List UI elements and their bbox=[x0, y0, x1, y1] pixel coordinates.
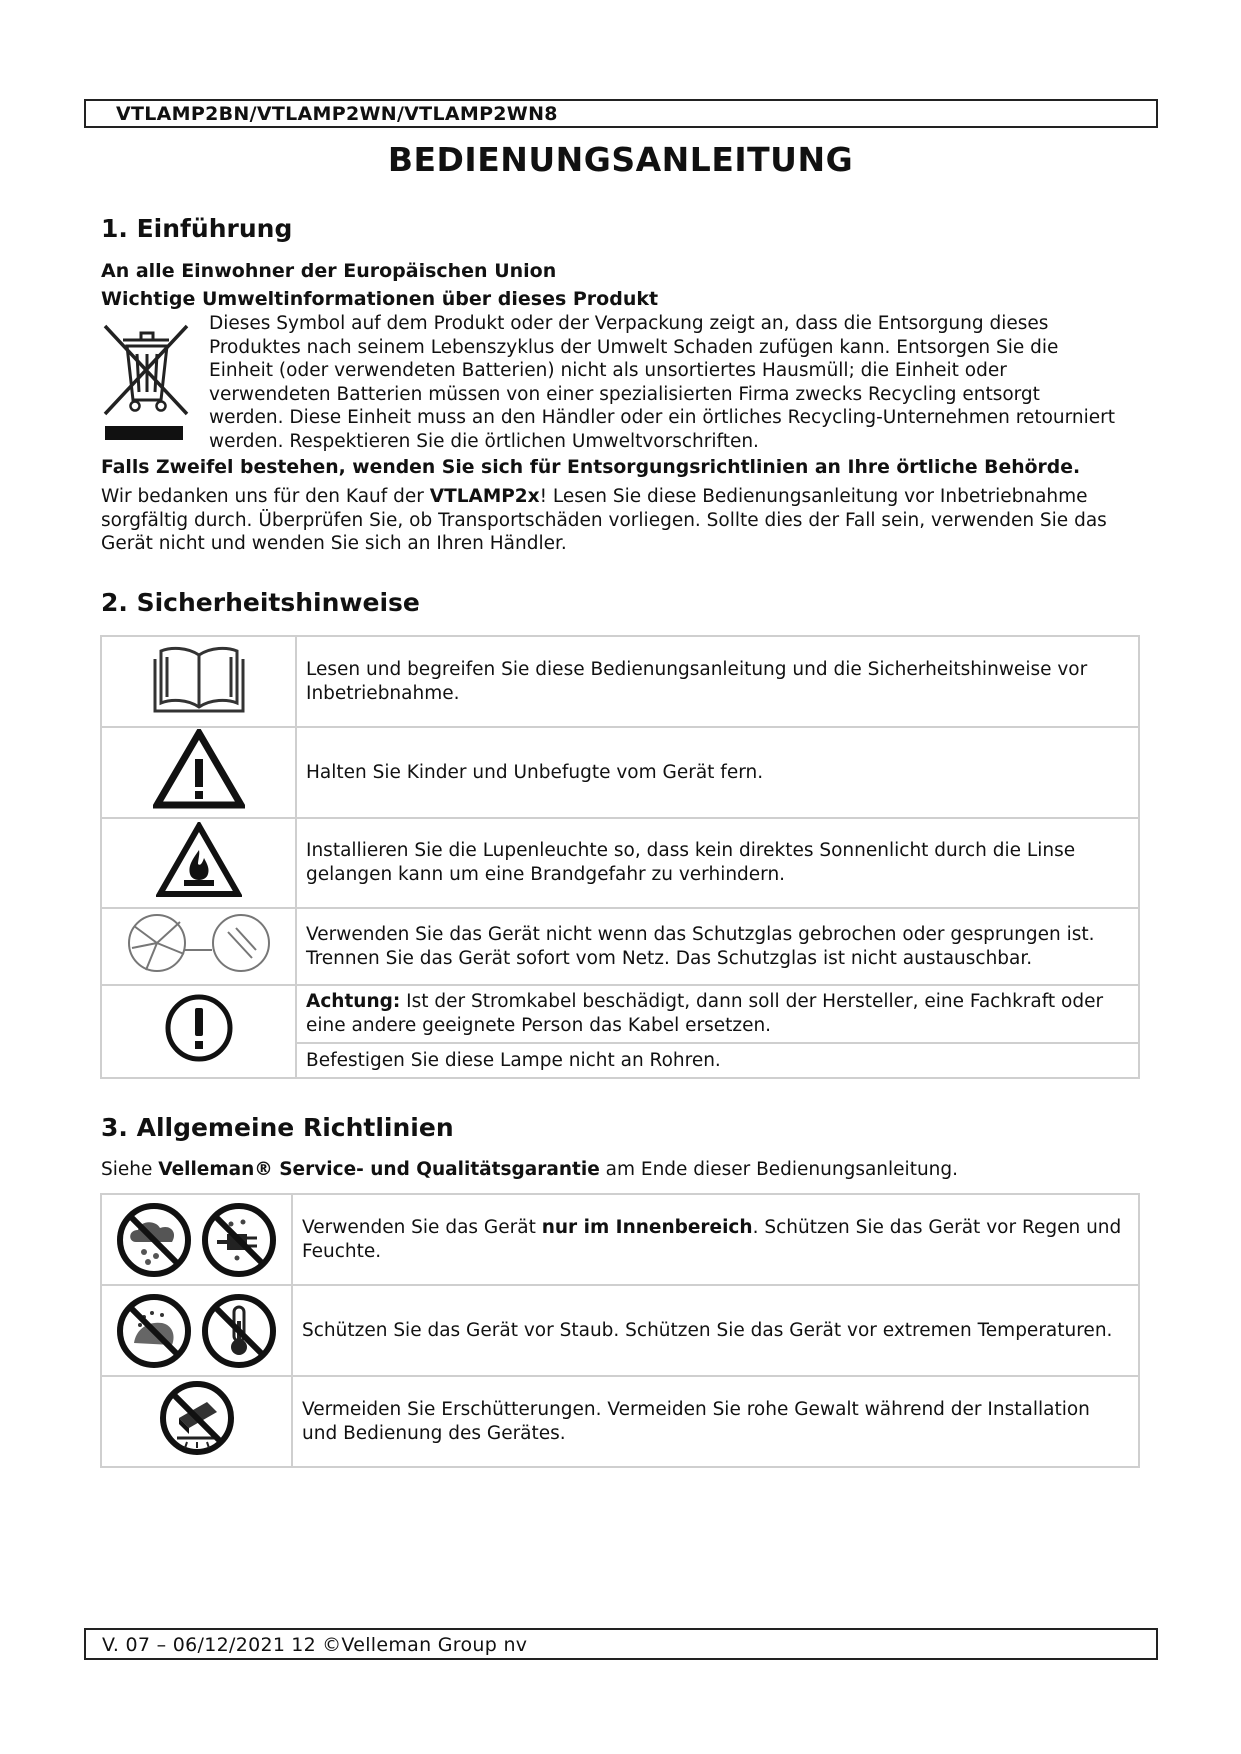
attention-text: Ist der Stromkabel beschädigt, dann soll der Hersteller, eine Fachkraft oder eine andere geeignete Person das Kabel ersetzen. bbox=[306, 991, 1104, 1036]
table-row bbox=[101, 985, 1139, 1043]
footer-copyright: ©Velleman Group nv bbox=[322, 1634, 528, 1656]
no-extreme-temperature-icon bbox=[199, 1291, 279, 1371]
table-row bbox=[101, 636, 1139, 727]
footer-page-number: 12 bbox=[291, 1634, 317, 1656]
safety-icon-cell bbox=[101, 908, 296, 985]
safety-icon-cell bbox=[101, 727, 296, 818]
no-dust-icon bbox=[114, 1291, 194, 1371]
intro-pre: Siehe bbox=[101, 1159, 159, 1180]
footer-text bbox=[102, 1634, 533, 1656]
table-row bbox=[101, 727, 1139, 818]
exclamation-circle-icon bbox=[163, 992, 235, 1064]
section1-heading: 1. Einführung bbox=[101, 214, 293, 243]
section3-heading: 3. Allgemeine Richtlinien bbox=[101, 1113, 454, 1142]
safety-text: Befestigen Sie diese Lampe nicht an Rohren. bbox=[296, 1043, 1139, 1078]
guideline-post: . Schützen Sie das Gerät vor Regen und Feuchte. bbox=[302, 1216, 1122, 1262]
no-moisture-plug-icon bbox=[199, 1200, 279, 1280]
header-bar bbox=[84, 99, 1158, 128]
footer-bar bbox=[84, 1628, 1158, 1660]
fire-hazard-icon bbox=[156, 822, 242, 898]
manual-book-icon bbox=[153, 643, 245, 713]
no-shock-icon bbox=[157, 1378, 237, 1458]
table-row bbox=[101, 1194, 1139, 1285]
product-name: VTLAMP2x bbox=[429, 486, 540, 507]
weee-bin-icon bbox=[101, 318, 191, 443]
safety-text: Verwenden Sie das Gerät nicht wenn das Schutzglas gebrochen oder gesprungen ist. Trennen Sie das Gerät sofort vom Netz. Das Schutzglas ist nicht austauschbar. bbox=[296, 908, 1139, 985]
safety-text bbox=[296, 985, 1139, 1043]
indoor-only: nur im Innenbereich bbox=[541, 1216, 753, 1238]
safety-text: Lesen und begreifen Sie diese Bedienungsanleitung und die Sicherheitshinweise vor Inbetriebnahme. bbox=[296, 636, 1139, 727]
guideline-icon-cell bbox=[101, 1376, 292, 1467]
guideline-text bbox=[292, 1194, 1139, 1285]
guideline-text: Vermeiden Sie Erschütterungen. Vermeiden Sie rohe Gewalt während der Installation und Bedienung des Gerätes. bbox=[292, 1376, 1139, 1467]
page-title: BEDIENUNGSANLEITUNG bbox=[387, 140, 854, 179]
thanks-post: ! Lesen Sie diese Bedienungsanleitung vor Inbetriebnahme sorgfältig durch. Überprüfen Sie, ob Transportschäden vorliegen. Sollte dies der Fall sein, verwenden Sie das Gerät nicht und wenden Sie sich an Ihren Händler. bbox=[101, 486, 1107, 554]
guideline-text: Schützen Sie das Gerät vor Staub. Schützen Sie das Gerät vor extremen Temperaturen. bbox=[292, 1285, 1139, 1376]
footer-version: V. 07 – 06/12/2021 bbox=[102, 1634, 286, 1656]
safety-icon-cell bbox=[101, 985, 296, 1078]
intro-post: am Ende dieser Bedienungsanleitung. bbox=[599, 1159, 959, 1180]
broken-glass-icon bbox=[124, 910, 274, 976]
weee-text: Dieses Symbol auf dem Produkt oder der Verpackung zeigt an, dass die Entsorgung dieses Produktes nach seinem Lebenszyklus der Umwelt Schaden zufügen kann. Entsorgen Sie die Einheit (oder verwendeten Batterien) nicht als unsortiertes Hausmüll; die Einheit oder verwendeten Batterien müssen von einer spezialisierten Firma zwecks Recycling entsorgt werden. Diese Einheit muss an den Händler oder ein örtliches Recycling-Unternehmen retourniert werden. Respektieren Sie die örtlichen Umweltvorschriften. bbox=[209, 313, 1116, 452]
thanks-paragraph bbox=[101, 485, 1131, 556]
section1-subheading-env: Wichtige Umweltinformationen über dieses Produkt bbox=[101, 288, 659, 310]
guideline-icon-cell bbox=[101, 1285, 292, 1376]
safety-icon-cell bbox=[101, 818, 296, 908]
model-title: VTLAMP2BN/VTLAMP2WN/VTLAMP2WN8 bbox=[116, 103, 558, 125]
warning-triangle-icon bbox=[153, 729, 245, 809]
safety-icon-cell bbox=[101, 636, 296, 727]
disposal-notice: Falls Zweifel bestehen, wenden Sie sich für Entsorgungsrichtlinien an Ihre örtliche Behörde. bbox=[101, 457, 1081, 478]
table-row bbox=[101, 908, 1139, 985]
section3-intro bbox=[101, 1158, 958, 1182]
safety-text: Installieren Sie die Lupenleuchte so, dass kein direktes Sonnenlicht durch die Linse gelangen kann um eine Brandgefahr zu verhindern. bbox=[296, 818, 1139, 908]
section1-subheading-eu: An alle Einwohner der Europäischen Union bbox=[101, 260, 557, 282]
guideline-icon-cell bbox=[101, 1194, 292, 1285]
table-row bbox=[101, 1285, 1139, 1376]
table-row bbox=[101, 1376, 1139, 1467]
safety-table bbox=[100, 635, 1140, 1079]
guidelines-table bbox=[100, 1193, 1140, 1468]
table-row bbox=[101, 818, 1139, 908]
safety-text: Halten Sie Kinder und Unbefugte vom Gerät fern. bbox=[296, 727, 1139, 818]
thanks-pre: Wir bedanken uns für den Kauf der bbox=[101, 486, 430, 507]
no-rain-icon bbox=[114, 1200, 194, 1280]
section2-heading: 2. Sicherheitshinweise bbox=[101, 588, 420, 617]
guideline-pre: Verwenden Sie das Gerät bbox=[302, 1216, 542, 1238]
warranty-name: Velleman® Service- und Qualitätsgarantie bbox=[158, 1159, 600, 1180]
attention-label: Achtung: bbox=[306, 991, 401, 1012]
